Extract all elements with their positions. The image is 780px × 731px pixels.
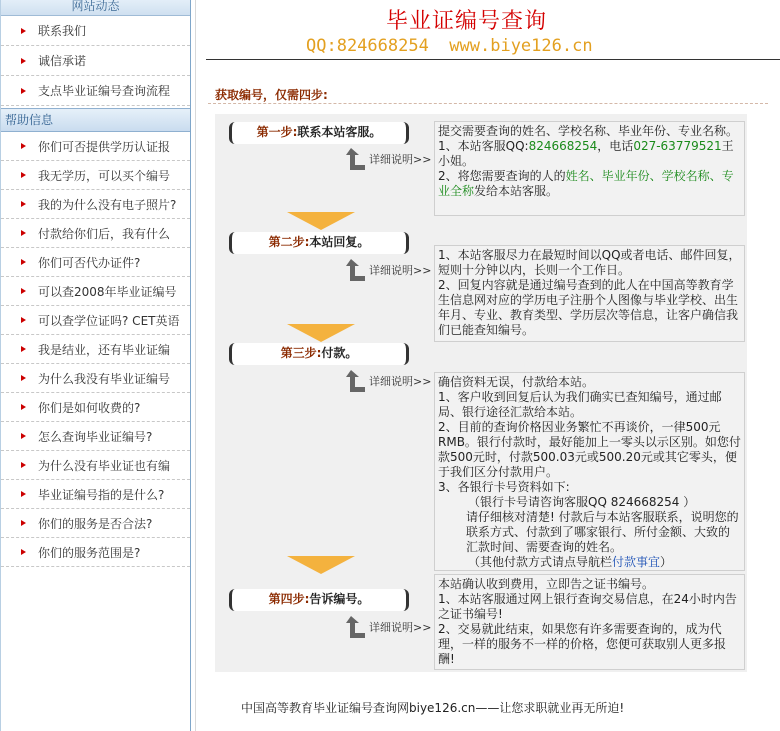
step-1-label: 第一步: (256, 125, 298, 139)
step-2-info (434, 245, 745, 342)
info2-line1: 1、本站客服尽力在最短时间以QQ或者电话、邮件回复，短则十分钟以内，长则一个工作日。 (438, 248, 741, 277)
bullet-icon (21, 259, 26, 265)
bullet-icon (21, 549, 26, 555)
step-2-label: 第二步: (268, 235, 310, 249)
info4-line3: 2、交易就此结束，如果您有许多需要查询的，成为代理，一样的服务不一样的价格，您便可获取别人更多报酬! (438, 622, 727, 666)
detail-label: 详细说明>> (369, 264, 432, 277)
sidebar-help-item-label: 可以查2008年毕业证编号 (38, 284, 177, 299)
return-arrow-icon (345, 368, 367, 394)
sidebar-help-item-label: 可以查学位证吗? CET英语 (38, 313, 180, 328)
sidebar-help-item[interactable] (1, 219, 190, 248)
step-3-info (434, 372, 745, 571)
return-arrow-icon (345, 614, 367, 640)
info4-line2: 1、本站客服通过网上银行查询交易信息，在24小时内告之证书编号! (438, 592, 737, 621)
info3-line5: （银行卡号请咨询客服QQ 824668254 ） (468, 495, 696, 509)
bullet-icon (21, 317, 26, 323)
sidebar-help-item[interactable] (1, 538, 190, 567)
sidebar-help-item[interactable] (1, 393, 190, 422)
info3-line3: 2、目前的查询价格因业务繁忙不再谈价，一律500元RMB。银行付款时，最好能加上一零头以示区别。如您付款500元时，付款500.03元或500.20元或其它零头，便于我们区分付款用户。 (438, 420, 741, 479)
sidebar-help-item[interactable] (1, 422, 190, 451)
sidebar-top-item[interactable] (1, 16, 190, 46)
step-4-label: 第四步: (268, 592, 310, 606)
sidebar-help-item-label: 我是结业，还有毕业证编 (38, 342, 171, 357)
sidebar-help-item-label: 为什么没有毕业证也有编 (38, 458, 171, 473)
info2-line2: 2、回复内容就是通过编号查到的此人在中国高等教育学生信息网对应的学历电子注册个人图像与毕业学校、出生年月、专业、教育类型、学历层次等信息，让客户确信我们已能查知编号。 (438, 278, 739, 337)
sidebar-top-item[interactable] (1, 76, 190, 106)
step-4-detail-link[interactable] (345, 614, 431, 640)
bullet-icon (21, 172, 26, 178)
sidebar (0, 0, 191, 731)
bullet-icon (21, 28, 26, 34)
section-title: 获取编号，仅需四步: (215, 88, 328, 102)
sidebar-help-item-label: 付款给你们后，我有什么 (38, 226, 171, 241)
sidebar-help-item[interactable] (1, 451, 190, 480)
sidebar-help-item-label: 你们是如何收费的? (38, 400, 141, 415)
step-3-down-arrow-icon (287, 556, 355, 574)
page-title: 毕业证编号查询 (386, 9, 548, 34)
info1-line1: 提交需要查询的姓名、学校名称、毕业年份、专业名称。 (438, 124, 739, 138)
sidebar-header-help: 帮助信息 (1, 108, 190, 132)
sidebar-help-item[interactable] (1, 190, 190, 219)
sidebar-help-item[interactable] (1, 364, 190, 393)
bullet-icon (21, 433, 26, 439)
bullet-icon (21, 462, 26, 468)
bullet-icon (21, 143, 26, 149)
detail-label: 详细说明>> (369, 153, 432, 166)
bullet-icon (21, 491, 26, 497)
step-4-pill (229, 589, 409, 611)
step-3-pill (229, 343, 409, 365)
bullet-icon (21, 346, 26, 352)
sidebar-top-item-label: 支点毕业证编号查询流程 (38, 84, 171, 98)
step-3-detail-link[interactable] (345, 368, 431, 394)
step-4-info (434, 574, 745, 670)
info3-line2: 1、客户收到回复后认为我们确实已查知编号，通过邮局、银行途径汇款给本站。 (438, 390, 722, 419)
info3-line7: （其他付款方式请点导航栏付款事宜） (468, 555, 673, 569)
contact-line: QQ:824668254 www.biye126.cn (306, 36, 593, 56)
sidebar-help-item-label: 毕业证编号指的是什么? (38, 487, 165, 502)
return-arrow-icon (345, 257, 367, 283)
sidebar-help-item-label: 你们可否提供学历认证报 (38, 139, 171, 154)
header-divider (206, 59, 780, 60)
sidebar-header-news: 网站动态 (1, 0, 190, 16)
info3-line1: 确信资料无误，付款给本站。 (438, 375, 595, 389)
step-4-text: 告诉编号。 (309, 592, 370, 606)
info1-line3: 2、将您需要查询的人的姓名、毕业年份、学校名称、专业全称发给本站客服。 (438, 169, 734, 198)
sidebar-top-item-label: 联系我们 (38, 24, 87, 38)
detail-label: 详细说明>> (369, 375, 432, 388)
bullet-icon (21, 288, 26, 294)
sidebar-help-item[interactable] (1, 277, 190, 306)
sidebar-help-item[interactable] (1, 161, 190, 190)
return-arrow-icon (345, 146, 367, 172)
section-divider (208, 103, 768, 104)
info4-line1: 本站确认收到费用，立即告之证书编号。 (438, 577, 655, 591)
bullet-icon (21, 520, 26, 526)
step-3-label: 第三步: (280, 346, 322, 360)
info1-line2: 1、本站客服QQ:824668254，电话027-63779521王小姐。 (438, 139, 734, 168)
sidebar-top-item[interactable] (1, 46, 190, 76)
sidebar-help-item[interactable] (1, 132, 190, 161)
bullet-icon (21, 230, 26, 236)
step-3-text: 付款。 (321, 346, 358, 360)
sidebar-help-item[interactable] (1, 248, 190, 277)
bullet-icon (21, 404, 26, 410)
sidebar-help-item[interactable] (1, 306, 190, 335)
sidebar-help-item-label: 你们可否代办证件? (38, 255, 141, 270)
sidebar-help-item-label: 我的为什么没有电子照片? (38, 197, 177, 212)
sidebar-help-item[interactable] (1, 480, 190, 509)
sidebar-help-item-label: 你们的服务范围是? (38, 545, 141, 560)
sidebar-help-item[interactable] (1, 335, 190, 364)
sidebar-help-item-label: 怎么查询毕业证编号? (38, 429, 153, 444)
info3-line4: 3、各银行卡号资料如下: (438, 480, 570, 494)
step-2-detail-link[interactable] (345, 257, 431, 283)
bullet-icon (21, 201, 26, 207)
sidebar-top-item-label: 诚信承诺 (38, 54, 87, 68)
step-2-pill (229, 232, 409, 254)
detail-label: 详细说明>> (369, 621, 432, 634)
sidebar-help-item-label: 你们的服务是否合法? (38, 516, 153, 531)
step-1-down-arrow-icon (287, 212, 355, 230)
footer-text: 中国高等教育毕业证编号查询网biye126.cn——让您求职就业再无所迫! (241, 701, 625, 715)
bullet-icon (21, 88, 26, 94)
sidebar-help-item-label: 我无学历，可以买个编号 (38, 168, 171, 183)
step-1-info (434, 121, 745, 216)
step-1-text: 联系本站客服。 (297, 125, 382, 139)
info3-line6: 请仔细核对清楚! 付款后与本站客服联系，说明您的联系方式、付款到了哪家银行、所付金额、大致的汇款时间、需要查询的姓名。 (466, 510, 739, 554)
bullet-icon (21, 375, 26, 381)
step-1-detail-link[interactable] (345, 146, 431, 172)
step-2-down-arrow-icon (287, 324, 355, 342)
step-1-pill (229, 122, 409, 144)
sidebar-help-item[interactable] (1, 509, 190, 538)
step-2-text: 本站回复。 (309, 235, 370, 249)
bullet-icon (21, 58, 26, 64)
sidebar-help-item-label: 为什么我没有毕业证编号 (38, 371, 171, 386)
payment-link[interactable]: 付款事宜 (612, 555, 661, 569)
